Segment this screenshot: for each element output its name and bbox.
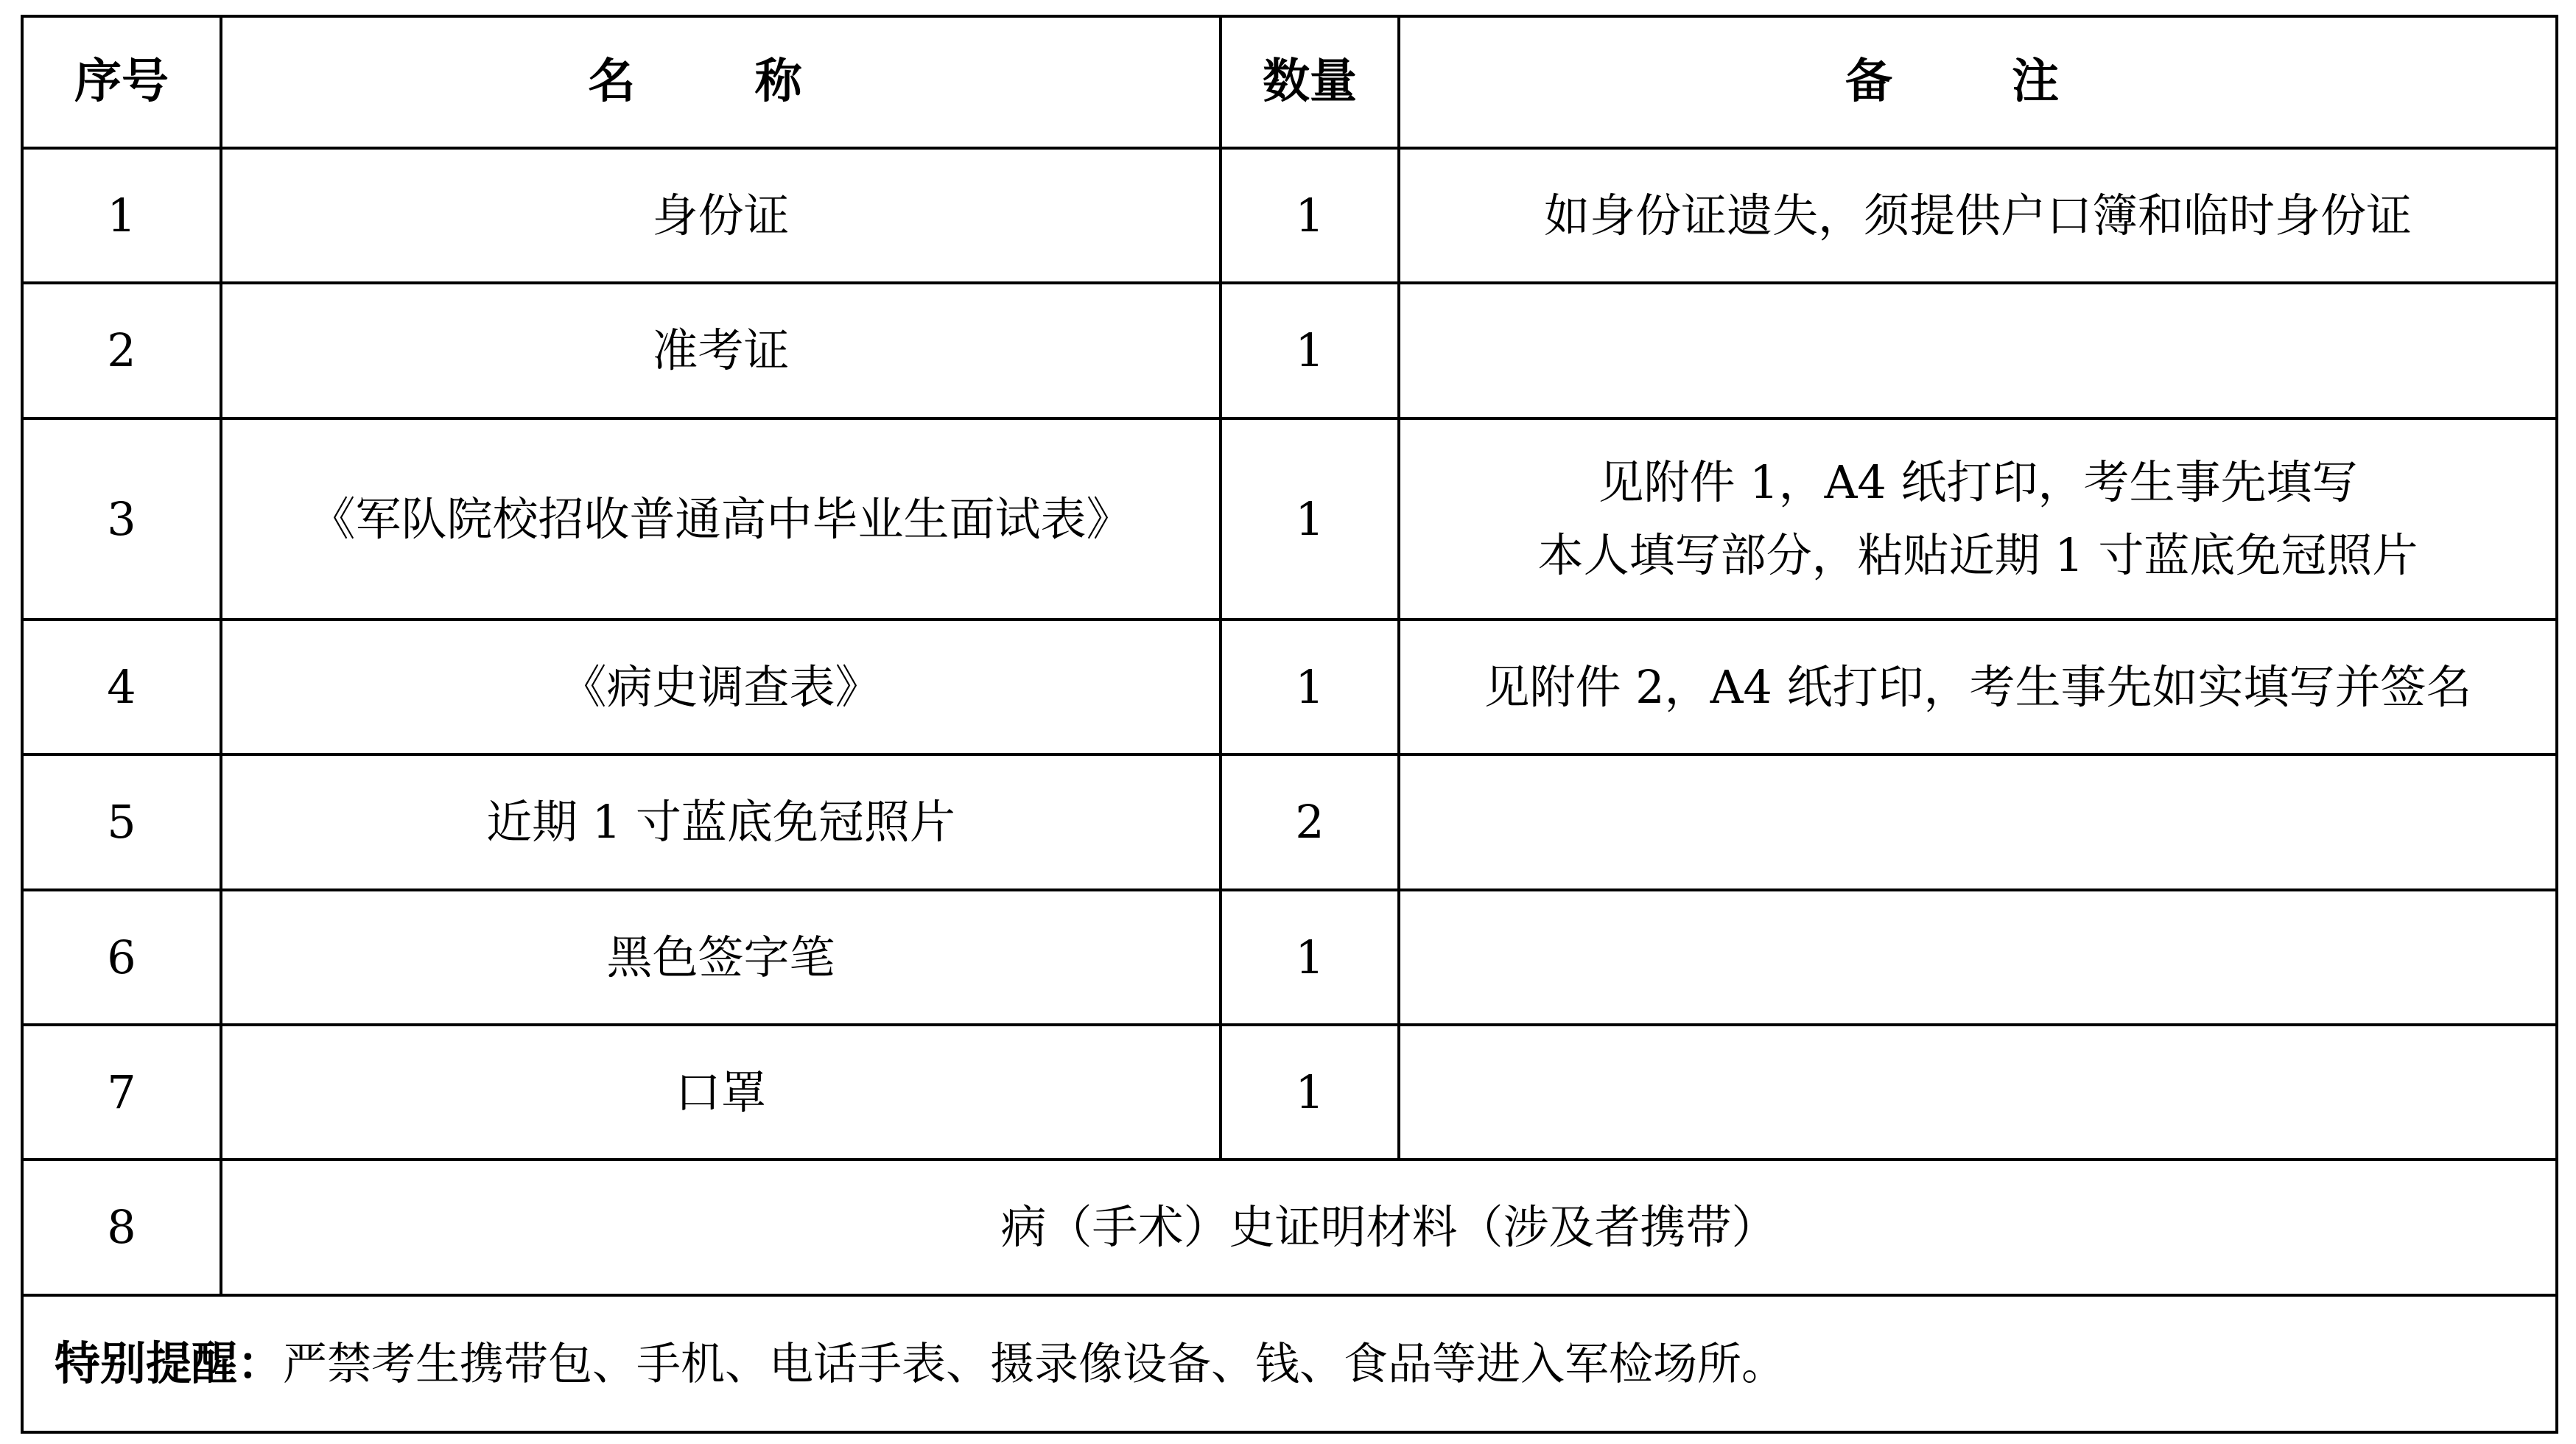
- footer-row: [22, 1295, 2557, 1432]
- remarks-line: 如身份证遗失，须提供户口簿和临时身份证: [1543, 189, 2412, 243]
- table-row: [22, 754, 2557, 889]
- table-row: [22, 283, 2557, 418]
- row-quantity: 1: [1221, 1025, 1399, 1160]
- row-remarks: [1399, 148, 2557, 283]
- row-index: 3: [22, 418, 221, 620]
- row-quantity: 2: [1221, 754, 1399, 889]
- row-remarks: [1399, 754, 2557, 889]
- row-name: 《军队院校招收普通高中毕业生面试表》: [221, 418, 1221, 620]
- row-name: 口罩: [221, 1025, 1221, 1160]
- row-remarks: [1399, 890, 2557, 1025]
- table-row-merged: [22, 1160, 2557, 1294]
- table-header-row: [22, 16, 2557, 148]
- row-remarks: [1399, 1025, 2557, 1160]
- merged-row-text: 病（手术）史证明材料（涉及者携带）: [221, 1160, 2557, 1294]
- row-index: 2: [22, 283, 221, 418]
- row-index: 7: [22, 1025, 221, 1160]
- header-quantity: 数量: [1221, 16, 1399, 148]
- row-index: 5: [22, 754, 221, 889]
- remarks-line: 本人填写部分，粘贴近期 1 寸蓝底免冠照片: [1537, 528, 2418, 583]
- header-index: 序号: [22, 16, 221, 148]
- row-quantity: 1: [1221, 620, 1399, 754]
- row-name: 身份证: [221, 148, 1221, 283]
- row-index: 6: [22, 890, 221, 1025]
- row-index: 4: [22, 620, 221, 754]
- row-quantity: 1: [1221, 283, 1399, 418]
- header-remarks: 备 注: [1399, 16, 2557, 148]
- row-remarks: [1399, 283, 2557, 418]
- row-remarks: [1399, 418, 2557, 620]
- special-reminder-text: 严禁考生携带包、手机、电话手表、摄录像设备、钱、食品等进入军检场所。: [283, 1339, 1786, 1391]
- special-reminder-label: 特别提醒：: [55, 1336, 284, 1391]
- row-quantity: 1: [1221, 418, 1399, 620]
- table-row: [22, 1025, 2557, 1160]
- row-index: 1: [22, 148, 221, 283]
- special-reminder: [22, 1295, 2557, 1432]
- row-quantity: 1: [1221, 890, 1399, 1025]
- row-index: 8: [22, 1160, 221, 1294]
- table-row: [22, 418, 2557, 620]
- table-row: [22, 620, 2557, 754]
- table-row: [22, 890, 2557, 1025]
- row-quantity: 1: [1221, 148, 1399, 283]
- materials-table: [21, 15, 2558, 1434]
- row-name: 近期 1 寸蓝底免冠照片: [221, 754, 1221, 889]
- row-name: 准考证: [221, 283, 1221, 418]
- table-row: [22, 148, 2557, 283]
- row-name: 黑色签字笔: [221, 890, 1221, 1025]
- row-name: 《病史调查表》: [221, 620, 1221, 754]
- remarks-line: 见附件 2，A4 纸打印，考生事先如实填写并签名: [1484, 660, 2472, 715]
- remarks-line: 见附件 1，A4 纸打印，考生事先填写: [1598, 455, 2358, 510]
- header-name: 名 称: [221, 16, 1221, 148]
- row-remarks: [1399, 620, 2557, 754]
